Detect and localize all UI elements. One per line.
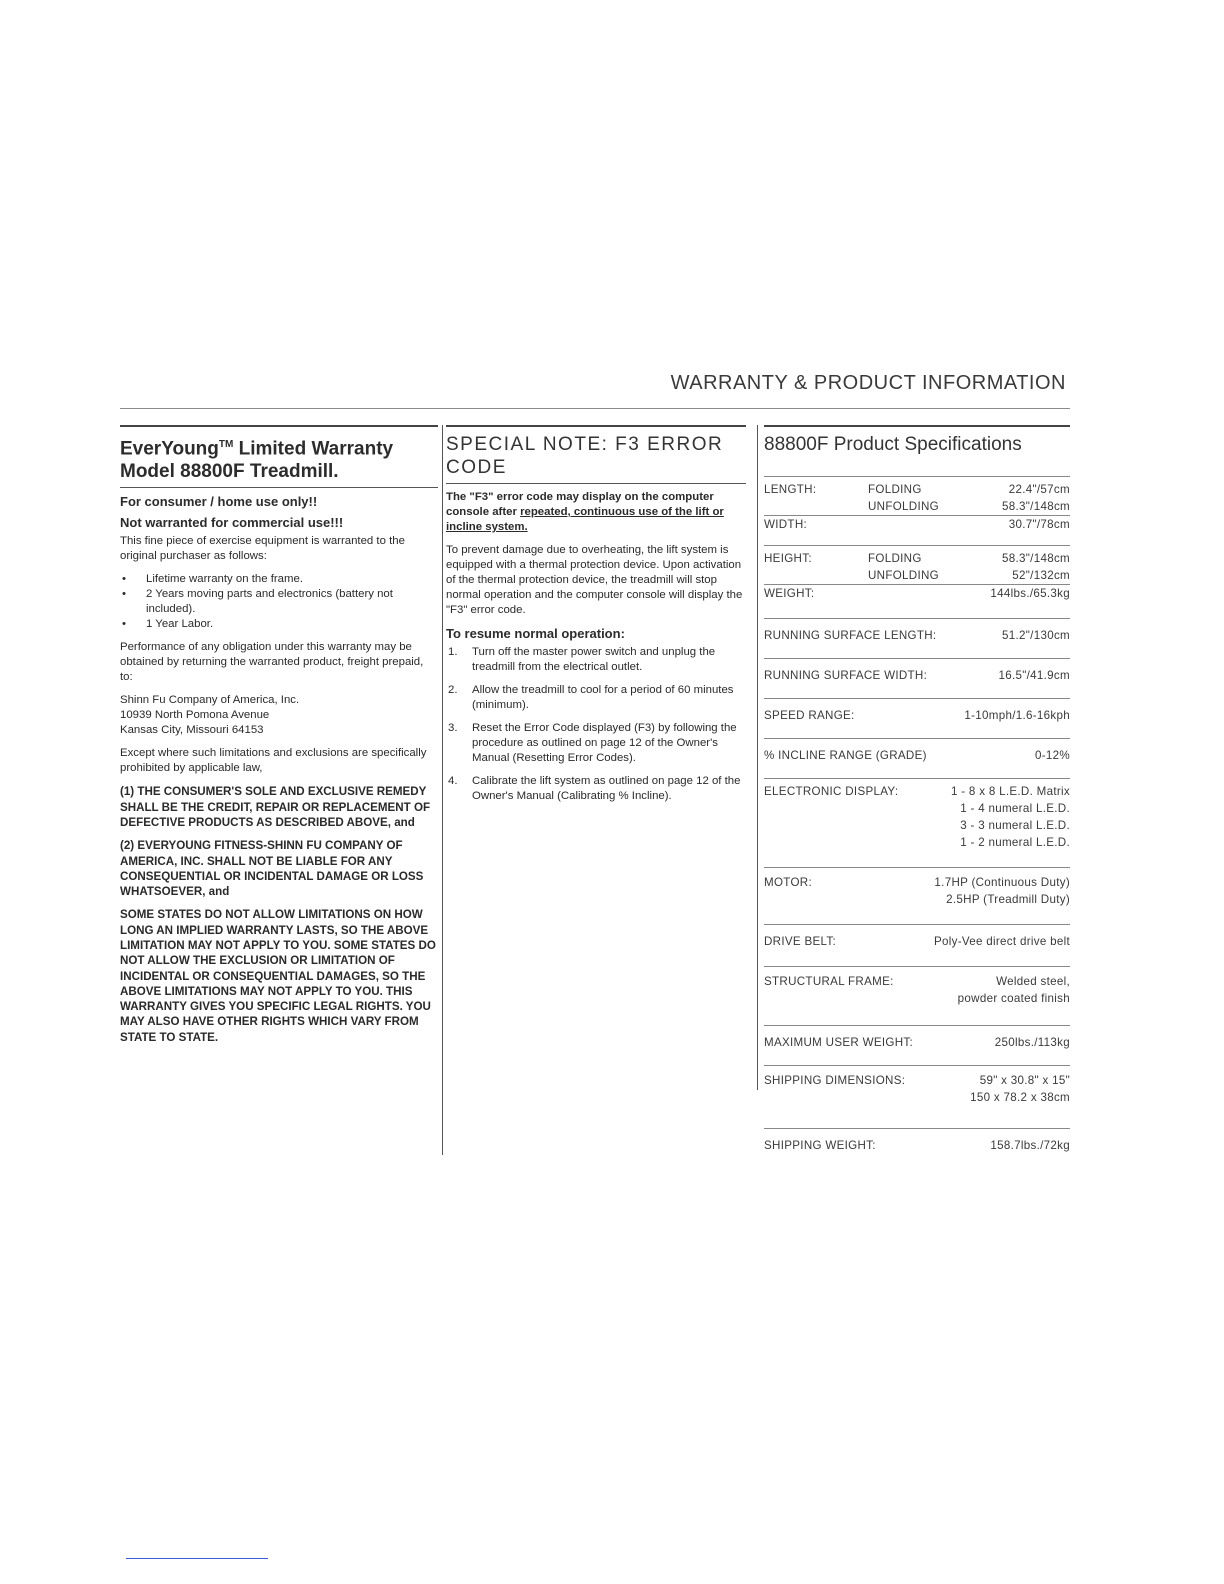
step-number: 2. (448, 684, 458, 696)
spec-value: 3 - 3 numeral L.E.D. (960, 819, 1070, 832)
company-address (120, 693, 438, 738)
spec-value: 52"/132cm (1012, 569, 1070, 582)
spec-value: 16.5"/41.9cm (998, 669, 1070, 682)
spec-value: 59" x 30.8" x 15" (979, 1074, 1070, 1087)
spec-label: MOTOR: (764, 876, 812, 889)
commercial-use-note: Not warranted for commercial use!!! (120, 515, 344, 531)
f3-intro (446, 490, 746, 535)
resume-steps (446, 645, 746, 804)
special-note-title: SPECIAL NOTE: F3 ERROR CODE (446, 434, 724, 478)
spec-value: 2.5HP (Treadmill Duty) (946, 893, 1070, 906)
spec-label: WEIGHT: (764, 587, 815, 600)
list-item (446, 683, 746, 713)
spec-shipping-weight (764, 1128, 1070, 1160)
spec-label: STRUCTURAL FRAME: (764, 975, 894, 988)
spec-value: 1 - 8 x 8 L.E.D. Matrix (950, 785, 1070, 798)
thermal-paragraph: To prevent damage due to overheating, the lift system is equipped with a thermal protection device. Upon activation of the thermal protection device, the treadmill will stop normal operation and the computer console will display the "F3" error code. (446, 544, 743, 616)
step-number: 3. (448, 722, 458, 734)
spec-sublabel: FOLDING (868, 552, 922, 565)
address-line: Shinn Fu Company of America, Inc. (120, 694, 300, 707)
spec-value: 1 - 4 numeral L.E.D. (960, 802, 1070, 815)
spec-value: 158.7lbs./72kg (990, 1139, 1070, 1152)
address-line: 10939 North Pomona Avenue (120, 709, 270, 722)
spec-value: 51.2"/130cm (1002, 629, 1070, 642)
spec-label: DRIVE BELT: (764, 935, 837, 948)
footer-blue-rule (126, 1558, 268, 1559)
spec-label: LENGTH: (764, 483, 817, 496)
warranty-top-rule (120, 425, 438, 427)
list-item (446, 645, 746, 675)
spec-running-surface-length (764, 618, 1070, 658)
step-number: 4. (448, 775, 458, 787)
spec-length (764, 476, 1070, 515)
spec-value: 1-10mph/1.6-16kph (964, 709, 1070, 722)
spec-value: 58.3"/148cm (1002, 500, 1070, 513)
warranty-model: Model 88800F Treadmill. (120, 461, 339, 483)
spec-value: 144lbs./65.3kg (990, 587, 1070, 600)
warranty-column (120, 425, 438, 1053)
step-text: Allow the treadmill to cool for a period of 60 minutes (minimum). (472, 684, 734, 711)
spec-motor (764, 867, 1070, 924)
step-text: Turn off the master power switch and unplug the treadmill from the electrical outlet. (472, 646, 716, 673)
spec-value: 1 - 2 numeral L.E.D. (960, 836, 1070, 849)
spec-sublabel: UNFOLDING (868, 569, 939, 582)
list-item (446, 774, 746, 804)
address-line: Kansas City, Missouri 64153 (120, 724, 264, 737)
specifications-column (764, 425, 1070, 1160)
resume-heading: To resume normal operation: (446, 626, 625, 641)
step-text: Calibrate the lift system as outlined on page 12 of the Owner's Manual (Calibrating % Incline). (472, 775, 741, 802)
spec-label: ELECTRONIC DISPLAY: (764, 785, 899, 798)
spec-height (764, 545, 1070, 584)
spec-value: 0-12% (1034, 749, 1070, 762)
consumer-use-note: For consumer / home use only!! (120, 494, 318, 510)
performance-paragraph: Performance of any obligation under this warranty may be obtained by returning the warranted product, freight prepaid, to: (120, 641, 424, 684)
warranty-title-rule (120, 487, 438, 488)
spec-incline-range (764, 738, 1070, 778)
spec-value: 150 x 78.2 x 38cm (970, 1091, 1070, 1104)
spec-max-user-weight (764, 1025, 1070, 1065)
spec-running-surface-width (764, 658, 1070, 698)
spec-label: WIDTH: (764, 518, 808, 531)
page-title: WARRANTY & PRODUCT INFORMATION (670, 372, 1066, 394)
spec-label: SHIPPING DIMENSIONS: (764, 1074, 906, 1087)
f3-intro-text: The "F3" error code may display on the computer console after (446, 491, 714, 518)
clause-1: (1) THE CONSUMER'S SOLE AND EXCLUSIVE REMEDY SHALL BE THE CREDIT, REPAIR OR REPLACEMENT OF DEFECTIVE PRODUCTS AS DESCRIBED ABOVE, and (120, 785, 431, 829)
specifications-title: 88800F Product Specifications (764, 434, 1022, 455)
spec-shipping-dimensions (764, 1065, 1070, 1128)
spec-label: RUNNING SURFACE WIDTH: (764, 669, 928, 682)
list-item (446, 721, 746, 766)
state-rights-paragraph: SOME STATES DO NOT ALLOW LIMITATIONS ON HOW LONG AN IMPLIED WARRANTY LASTS, SO THE ABOVE LIMITATION MAY NOT APPLY TO YOU. SOME STATES DO NOT ALLOW THE EXCLUSION OR LIMITATION OF INCIDENTAL OR CONSEQUENTIAL DAMAGES, SO THE ABOVE LIMITATIONS MAY NOT APPLY TO YOU. THIS WARRANTY GIVES YOU SPECIFIC LEGAL RIGHTS. YOU MAY ALSO HAVE OTHER RIGHTS WHICH VARY FROM STATE TO STATE. (120, 908, 436, 1044)
spec-label: MAXIMUM USER WEIGHT: (764, 1036, 913, 1049)
column-divider-right (757, 425, 758, 1090)
warranty-title-rest: Limited Warranty (233, 438, 394, 460)
warranty-title (120, 433, 438, 483)
spec-value: 30.7"/78cm (1008, 518, 1070, 531)
spec-value: 1.7HP (Continuous Duty) (934, 876, 1070, 889)
spec-value: powder coated finish (957, 992, 1070, 1005)
spec-drive-belt (764, 924, 1070, 966)
spec-speed-range (764, 698, 1070, 738)
page-header (120, 372, 1070, 409)
specs-top-rule (764, 425, 1070, 427)
spec-value: 58.3"/148cm (1002, 552, 1070, 565)
spec-sublabel: FOLDING (868, 483, 922, 496)
step-number: 1. (448, 646, 458, 658)
spec-electronic-display (764, 778, 1070, 867)
spec-label: HEIGHT: (764, 552, 812, 565)
spec-weight (764, 584, 1070, 618)
clause-2: (2) EVERYOUNG FITNESS-SHINN FU COMPANY OF AMERICA, INC. SHALL NOT BE LIABLE FOR ANY CONSEQUENTIAL OR INCIDENTAL DAMAGE OR LOSS WHATSOEVER, and (120, 839, 424, 899)
note-top-rule (446, 425, 746, 427)
spec-structural-frame (764, 966, 1070, 1025)
spec-label: SHIPPING WEIGHT: (764, 1139, 876, 1152)
except-paragraph: Except where such limitations and exclusions are specifically prohibited by applicable law, (120, 747, 427, 775)
list-item: • 2 Years moving parts and electronics (battery not included). (120, 587, 438, 617)
warranty-brand: EverYoung (120, 438, 219, 460)
spec-value: Poly-Vee direct drive belt (933, 935, 1070, 948)
spec-label: SPEED RANGE: (764, 709, 855, 722)
warranty-terms-list (120, 572, 438, 632)
spec-width (764, 515, 1070, 545)
spec-sublabel: UNFOLDING (868, 500, 939, 513)
warranty-intro: This fine piece of exercise equipment is warranted to the original purchaser as follows: (120, 535, 405, 563)
f3-intro-emphasis: repeated, continuous use of the lift or incline system. (446, 506, 724, 533)
spec-value: Welded steel, (996, 975, 1070, 988)
special-note-column (446, 425, 746, 812)
spec-label: % INCLINE RANGE (GRADE) (764, 749, 927, 762)
column-divider-left (442, 425, 443, 1155)
list-item: • 1 Year Labor. (120, 617, 438, 632)
list-item: • Lifetime warranty on the frame. (120, 572, 438, 587)
spec-value: 250lbs./113kg (994, 1036, 1070, 1049)
trademark-mark: TM (218, 439, 234, 450)
spec-label: RUNNING SURFACE LENGTH: (764, 629, 937, 642)
step-text: Reset the Error Code displayed (F3) by following the procedure as outlined on page 12 of the Owner's Manual (Resetting Error Codes). (472, 722, 737, 764)
note-title-rule (446, 483, 746, 484)
spec-value: 22.4"/57cm (1008, 483, 1070, 496)
